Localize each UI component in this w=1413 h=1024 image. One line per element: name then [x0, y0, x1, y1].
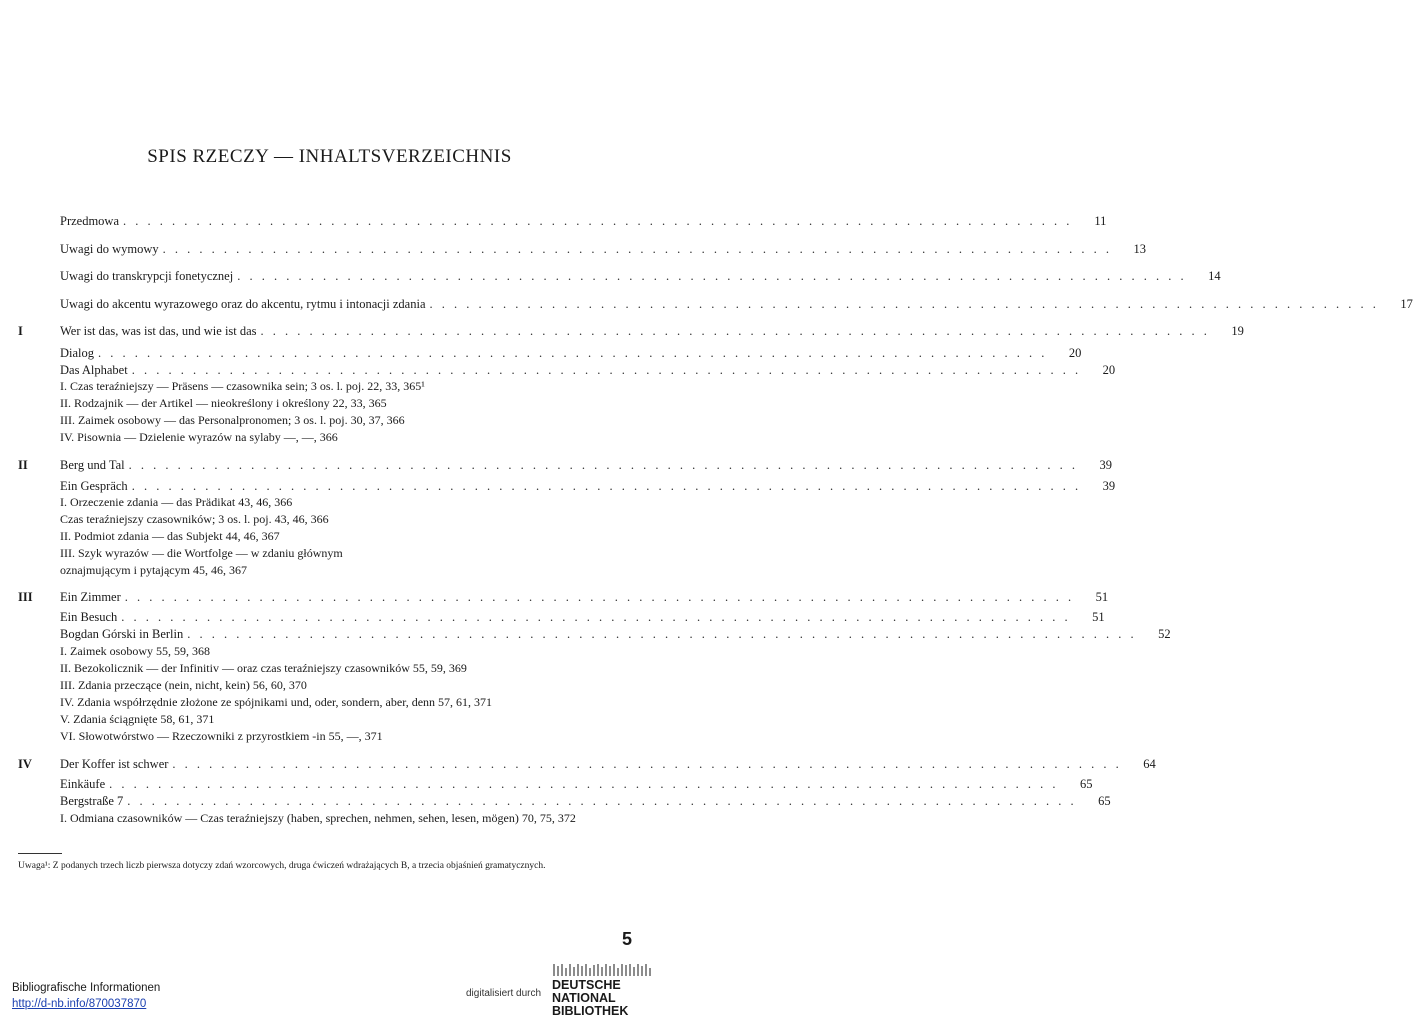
toc-subentry: III. Szyk wyrazów — die Wortfolge — w zdaniu głównym	[60, 546, 343, 560]
leader-dots: . . . . . . . . . . . . . . . . . . . . . . . . . . . . . . . . . . . . . . . . . . . . . . . . . . . . . . . . . . . . . . . . . . . . . . . . . . . . . .	[124, 590, 1075, 604]
toc-entry	[60, 457, 1113, 473]
toc-entry-accent	[60, 296, 1413, 312]
toc-entry-page: 19	[1231, 324, 1244, 338]
section-numeral: III	[18, 590, 33, 604]
toc-entry-page: 51	[1092, 610, 1105, 624]
leader-dots: . . . . . . . . . . . . . . . . . . . . . . . . . . . . . . . . . . . . . . . . . . . . . . . . . . . . . . . . . . . . . . . . . . . . . . . . . . . . . .	[127, 794, 1077, 808]
toc-entry	[60, 609, 1105, 625]
logo-line-3: BIBLIOTHEK	[552, 1004, 629, 1018]
toc-subentry: III. Zdania przeczące (nein, nicht, kein) 56, 60, 370	[60, 678, 307, 692]
toc-entry-label: Einkäufe	[60, 777, 106, 791]
toc-subentry: II. Rodzajnik — der Artikel — nieokreślony i określony 22, 33, 365	[60, 396, 387, 410]
leader-dots: . . . . . . . . . . . . . . . . . . . . . . . . . . . . . . . . . . . . . . . . . . . . . . . . . . . . . . . . . . . . . . . . . . . . . . . . . . . . . .	[187, 627, 1137, 641]
toc-entry-page: 39	[1099, 458, 1113, 472]
toc-entry-label: Uwagi do transkrypcji fonetycznej	[60, 269, 234, 283]
toc-entry-label: Uwagi do wymowy	[60, 242, 159, 256]
toc-entry	[60, 362, 1116, 378]
toc-entry-transcription	[60, 268, 1221, 284]
toc-entry-page: 20	[1102, 363, 1116, 377]
toc-entry-label: Ein Zimmer	[60, 590, 121, 604]
toc-entry	[60, 345, 1082, 361]
section-numeral: IV	[18, 757, 32, 771]
leader-dots: . . . . . . . . . . . . . . . . . . . . . . . . . . . . . . . . . . . . . . . . . . . . . . . . . . . . . . . . . . . . . . . . . . . . . . . . . . . . . .	[131, 363, 1082, 377]
toc-entry-page: 20	[1068, 346, 1082, 360]
toc-entry-label: Der Koffer ist schwer	[60, 757, 169, 771]
toc-entry-page: 52	[1158, 627, 1171, 641]
toc-subentry: I. Odmiana czasowników — Czas teraźniejszy (haben, sprechen, nehmen, sehen, lesen, mögen) 70, 75, 372	[60, 811, 576, 825]
leader-dots: . . . . . . . . . . . . . . . . . . . . . . . . . . . . . . . . . . . . . . . . . . . . . . . . . . . . . . . . . . . . . . . . . . . . . . . . . . . . . .	[237, 269, 1187, 283]
section-numeral: II	[18, 458, 28, 472]
toc-entry	[60, 756, 1156, 772]
toc-entry-label: Przedmowa	[60, 214, 120, 228]
toc-entry-page: 13	[1133, 242, 1146, 256]
toc-subentry: VI. Słowotwórstwo — Rzeczowniki z przyrostkiem -in 55, —, 371	[60, 729, 383, 743]
leader-dots: . . . . . . . . . . . . . . . . . . . . . . . . . . . . . . . . . . . . . . . . . . . . . . . . . . . . . . . . . . . . . . . . . . . . . . . . . . . . . .	[162, 242, 1112, 256]
toc-subentry: V. Zdania ściągnięte 58, 61, 371	[60, 712, 215, 726]
section-numeral: I	[18, 324, 23, 338]
toc-entry-label: Uwagi do akcentu wyrazowego oraz do akcentu, rytmu i intonacji zdania	[60, 297, 426, 311]
toc-entry	[60, 478, 1116, 494]
toc-entry-page: 51	[1095, 590, 1109, 604]
toc-entry-page: 17	[1400, 297, 1413, 311]
toc-entry	[60, 793, 1111, 809]
logo-line-1: DEUTSCHE	[552, 978, 621, 992]
dnb-link[interactable]: http://d-nb.info/870037870	[12, 998, 147, 1010]
toc-subentry: Czas teraźniejszy czasowników; 3 os. l. poj. 43, 46, 366	[60, 512, 329, 526]
toc-entry-page: 11	[1094, 214, 1107, 228]
toc-entry-label: Bogdan Górski in Berlin	[60, 627, 184, 641]
toc-entry-pronunciation	[60, 241, 1146, 257]
toc-subentry: oznajmującym i pytającym 45, 46, 367	[60, 563, 247, 577]
digitized-by-label: digitalisiert durch	[466, 988, 542, 999]
toc-entry-page: 64	[1143, 757, 1156, 771]
bibliographic-info	[12, 980, 160, 1012]
logo-line-2: NATIONAL	[552, 991, 616, 1005]
toc-entry	[60, 776, 1093, 792]
toc-subentry: IV. Pisownia — Dzielenie wyrazów na sylaby —, —, 366	[60, 430, 338, 444]
toc-entry-label: Dialog	[60, 346, 95, 360]
leader-dots: . . . . . . . . . . . . . . . . . . . . . . . . . . . . . . . . . . . . . . . . . . . . . . . . . . . . . . . . . . . . . . . . . . . . . . . . . . . . . .	[128, 458, 1079, 472]
toc-subentry: III. Zaimek osobowy — das Personalpronomen; 3 os. l. poj. 30, 37, 366	[60, 413, 405, 427]
leader-dots: . . . . . . . . . . . . . . . . . . . . . . . . . . . . . . . . . . . . . . . . . . . . . . . . . . . . . . . . . . . . . . . . . . . . . . . . . . . . . .	[109, 777, 1059, 791]
footnote: Uwaga¹: Z podanych trzech liczb pierwsza dotyczy zdań wzorcowych, druga ćwiczeń wdrażających B, a trzecia objaśnień gramatycznych.	[18, 861, 546, 871]
toc-subentry: II. Podmiot zdania — das Subjekt 44, 46, 367	[60, 529, 280, 543]
leader-dots: . . . . . . . . . . . . . . . . . . . . . . . . . . . . . . . . . . . . . . . . . . . . . . . . . . . . . . . . . . . . . . . . . . . . . . . . . . . . . .	[172, 757, 1122, 771]
leader-dots: . . . . . . . . . . . . . . . . . . . . . . . . . . . . . . . . . . . . . . . . . . . . . . . . . . . . . . . . . . . . . . . . . . . . . . . . . . . . . .	[131, 479, 1082, 493]
toc-entry-label: Ein Gespräch	[60, 479, 128, 493]
toc-entry-label: Das Alphabet	[60, 363, 128, 377]
toc-entry-label: Wer ist das, was ist das, und wie ist das	[60, 324, 257, 338]
dnb-logo	[550, 962, 656, 1020]
toc-entry-label: Ein Besuch	[60, 610, 118, 624]
toc-entry-page: 65	[1098, 794, 1111, 808]
toc-entry-label: Berg und Tal	[60, 458, 125, 472]
bibliographic-info-label: Bibliografische Informationen	[12, 982, 161, 994]
footnote-divider	[18, 853, 62, 854]
toc-entry	[60, 589, 1109, 605]
page-title: SPIS RZECZY — INHALTSVERZEICHNIS	[147, 146, 512, 167]
toc-subentry: IV. Zdania współrzędnie złożone ze spójnikami und, oder, sondern, aber, denn 57, 61, 371	[60, 695, 493, 709]
toc-entry-label: Bergstraße 7	[60, 794, 124, 808]
toc-entry	[60, 323, 1244, 339]
toc-subentry: I. Zaimek osobowy 55, 59, 368	[60, 644, 210, 658]
page-number: 5	[622, 929, 633, 949]
toc-entry-page: 14	[1208, 269, 1221, 283]
leader-dots: . . . . . . . . . . . . . . . . . . . . . . . . . . . . . . . . . . . . . . . . . . . . . . . . . . . . . . . . . . . . . . . . . . . . . . . . . . . . . .	[429, 297, 1379, 311]
leader-dots: . . . . . . . . . . . . . . . . . . . . . . . . . . . . . . . . . . . . . . . . . . . . . . . . . . . . . . . . . . . . . . . . . . . . . . . . . . . . . .	[260, 324, 1210, 338]
leader-dots: . . . . . . . . . . . . . . . . . . . . . . . . . . . . . . . . . . . . . . . . . . . . . . . . . . . . . . . . . . . . . . . . . . . . . . . . . . . . . .	[123, 214, 1073, 228]
toc-subentry: I. Orzeczenie zdania — das Prädikat 43, 46, 366	[60, 495, 293, 509]
toc-subentry: II. Bezokolicznik — der Infinitiv — oraz czas teraźniejszy czasowników 55, 59, 369	[60, 661, 467, 675]
toc-entry	[60, 626, 1171, 642]
toc-entry-preface	[60, 213, 1107, 229]
toc-subentry: I. Czas teraźniejszy — Präsens — czasownika sein; 3 os. l. poj. 22, 33, 365¹	[60, 379, 425, 393]
leader-dots: . . . . . . . . . . . . . . . . . . . . . . . . . . . . . . . . . . . . . . . . . . . . . . . . . . . . . . . . . . . . . . . . . . . . . . . . . . . . . .	[98, 346, 1048, 360]
toc-entry-page: 65	[1080, 777, 1093, 791]
leader-dots: . . . . . . . . . . . . . . . . . . . . . . . . . . . . . . . . . . . . . . . . . . . . . . . . . . . . . . . . . . . . . . . . . . . . . . . . . . . . . .	[121, 610, 1071, 624]
toc-entry-page: 39	[1102, 479, 1116, 493]
